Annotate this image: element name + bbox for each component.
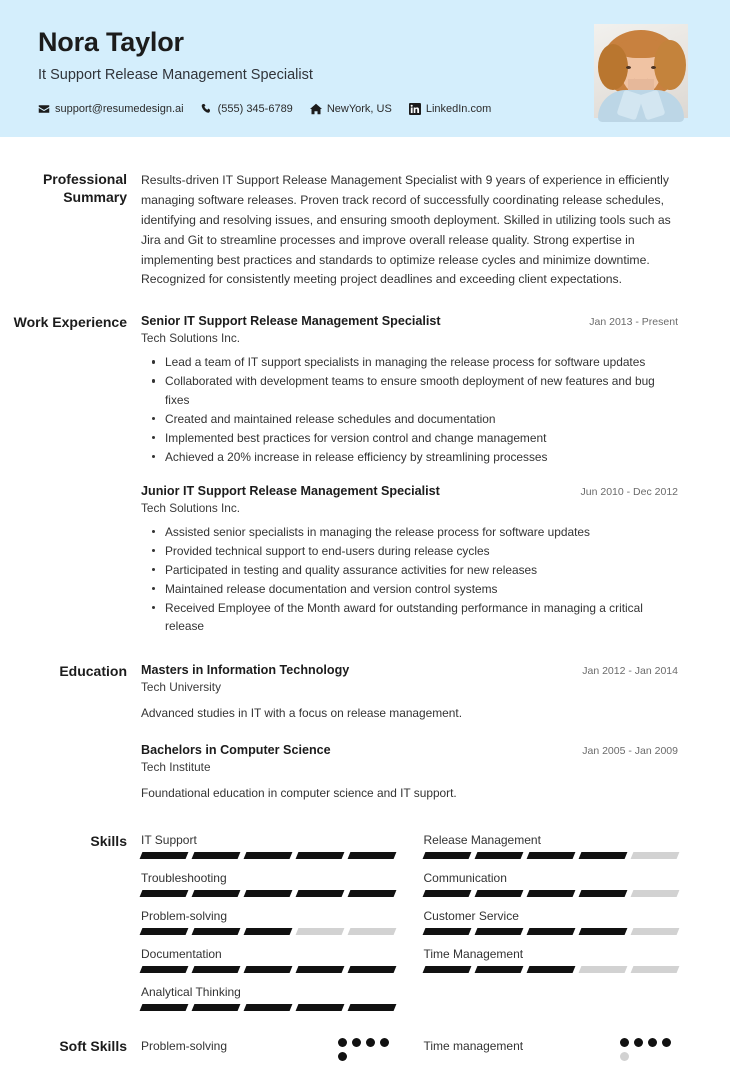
section-education <box>0 663 700 803</box>
section-label-skills: Skills <box>90 833 127 850</box>
education-entry-organization: Tech University <box>141 680 221 695</box>
work-entry-bullets <box>141 353 678 466</box>
skills-grid <box>141 833 678 1023</box>
contact-phone[interactable] <box>201 103 293 115</box>
bullet-item: Provided technical support to end-users during release cycles <box>163 542 678 560</box>
education-entry-description: Advanced studies in IT with a focus on release management. <box>141 706 463 721</box>
skill-level-bar <box>141 852 396 859</box>
bar-segment-filled <box>526 966 575 973</box>
education-entry <box>141 743 678 803</box>
bar-segment-filled <box>526 852 575 859</box>
education-entry-title: Masters in Information Technology <box>141 663 350 678</box>
bar-segment-filled <box>578 890 627 897</box>
skill-name: IT Support <box>141 833 197 848</box>
education-entry-title: Bachelors in Computer Science <box>141 743 331 758</box>
skill-name: Communication <box>423 871 507 886</box>
skill-name: Release Management <box>423 833 541 848</box>
soft-skill-rating-dots <box>338 1038 396 1061</box>
bar-segment-filled <box>192 890 241 897</box>
bar-segment-filled <box>244 966 293 973</box>
skill-level-bar <box>141 966 396 973</box>
skill-name: Troubleshooting <box>141 871 227 886</box>
skill-name: Problem-solving <box>141 909 228 924</box>
bar-segment-filled <box>348 1004 397 1011</box>
education-entry-description: Foundational education in computer science and IT support. <box>141 786 457 801</box>
bar-segment-empty <box>630 966 679 973</box>
bar-segment-filled <box>422 966 471 973</box>
section-label-summary: Professional Summary <box>42 171 127 205</box>
bar-segment-filled <box>192 966 241 973</box>
skill-level-bar <box>424 890 679 897</box>
bullet-item: Achieved a 20% increase in release efficiency by streamlining processes <box>163 448 678 466</box>
contact-linkedin[interactable] <box>409 103 491 115</box>
soft-skill-item <box>424 1038 679 1061</box>
bullet-item: Collaborated with development teams to ensure smooth deployment of new features and bug fixes <box>163 372 678 408</box>
bar-segment-filled <box>526 928 575 935</box>
avatar-eye-right <box>651 66 656 69</box>
skill-item <box>141 909 396 935</box>
bar-segment-filled <box>140 928 189 935</box>
contact-phone-text: (555) 345-6789 <box>217 102 293 115</box>
skill-level-bar <box>141 928 396 935</box>
work-entry-organization: Tech Solutions Inc. <box>141 331 241 346</box>
resume-header <box>0 0 730 137</box>
section-label-education: Education <box>59 663 127 680</box>
bar-segment-filled <box>244 890 293 897</box>
rating-dot-empty <box>620 1052 629 1061</box>
rating-dot-filled <box>634 1038 643 1047</box>
bar-segment-filled <box>140 1004 189 1011</box>
bar-segment-filled <box>348 966 397 973</box>
skill-level-bar <box>424 852 679 859</box>
bar-segment-filled <box>474 852 523 859</box>
bar-segment-filled <box>244 928 293 935</box>
skill-name: Customer Service <box>423 909 519 924</box>
home-icon <box>310 103 322 115</box>
soft-skill-name: Problem-solving <box>141 1039 228 1054</box>
bar-segment-filled <box>348 852 397 859</box>
bar-segment-empty <box>630 852 679 859</box>
skill-item <box>424 947 679 973</box>
candidate-job-title: It Support Release Management Specialist <box>38 66 313 83</box>
resume-body <box>0 171 730 1074</box>
work-entry-title: Senior IT Support Release Management Specialist <box>141 314 441 329</box>
avatar-eye-left <box>626 66 631 69</box>
work-entry-header <box>141 314 678 328</box>
phone-icon <box>201 103 213 115</box>
soft-skills-content <box>141 1038 700 1074</box>
bar-segment-empty <box>630 890 679 897</box>
skill-name: Documentation <box>141 947 222 962</box>
skill-level-bar <box>141 890 396 897</box>
education-content <box>141 663 700 803</box>
bar-segment-filled <box>244 1004 293 1011</box>
bullet-item: Implemented best practices for version control and change management <box>163 429 678 447</box>
rating-dot-filled <box>662 1038 671 1047</box>
skill-item <box>141 947 396 973</box>
contact-email-text: support@resumedesign.ai <box>55 102 184 115</box>
rating-dot-filled <box>380 1038 389 1047</box>
bar-segment-filled <box>192 928 241 935</box>
bar-segment-empty <box>348 928 397 935</box>
work-entry-bullets <box>141 523 678 636</box>
skill-item <box>141 985 396 1011</box>
bar-segment-filled <box>296 890 345 897</box>
contact-email[interactable] <box>38 103 184 115</box>
envelope-icon <box>38 103 50 115</box>
bullet-item: Maintained release documentation and version control systems <box>163 580 678 598</box>
work-entry-date: Jan 2013 - Present <box>589 316 678 329</box>
contact-linkedin-text: LinkedIn.com <box>425 102 492 115</box>
bar-segment-filled <box>296 966 345 973</box>
skill-item <box>424 833 679 859</box>
work-entry <box>141 314 678 466</box>
education-entry-organization: Tech Institute <box>141 760 211 775</box>
soft-skills-grid <box>141 1038 678 1074</box>
soft-skill-item <box>141 1038 396 1061</box>
bullet-item: Participated in testing and quality assurance activities for new releases <box>163 561 678 579</box>
bar-segment-filled <box>296 1004 345 1011</box>
summary-text: Results-driven IT Support Release Management Specialist with 9 years of experience in efficiently managing software releases. Proven track record of successfully coordinating release schedules, identifying and resolving issues, and ensuring smooth deployment. Skilled in utilizing tools such as Jira and Git to streamline processes and improve overall release quality. Strong expertise in implementing best practices and standards to optimize release cycles and minimize downtime. Recognized for consistently meeting project deadlines and exceeding client expectations. <box>141 173 671 287</box>
summary-content <box>141 171 700 290</box>
skill-level-bar <box>424 966 679 973</box>
skill-level-bar <box>424 928 679 935</box>
rating-dot-filled <box>352 1038 361 1047</box>
bar-segment-empty <box>630 928 679 935</box>
work-entry-date: Jun 2010 - Dec 2012 <box>580 485 678 498</box>
bullet-item: Lead a team of IT support specialists in managing the release process for software updates <box>163 353 678 371</box>
bar-segment-filled <box>192 852 241 859</box>
rating-dot-filled <box>366 1038 375 1047</box>
bullet-item: Received Employee of the Month award for outstanding performance in managing a critical release <box>163 599 678 635</box>
work-entry-title: Junior IT Support Release Management Specialist <box>141 483 440 498</box>
contact-info-row <box>38 103 491 115</box>
skill-item <box>141 833 396 859</box>
bar-segment-empty <box>578 966 627 973</box>
candidate-name: Nora Taylor <box>38 27 184 57</box>
bar-segment-filled <box>296 852 345 859</box>
bar-segment-filled <box>192 1004 241 1011</box>
rating-dot-filled <box>620 1038 629 1047</box>
bullet-item: Created and maintained release schedules and documentation <box>163 410 678 428</box>
bar-segment-filled <box>578 928 627 935</box>
bullet-item: Assisted senior specialists in managing the release process for software updates <box>163 523 678 541</box>
bar-segment-filled <box>422 852 471 859</box>
rating-dot-filled <box>338 1038 347 1047</box>
avatar <box>594 24 688 118</box>
section-label-work: Work Experience <box>13 314 127 331</box>
skill-name: Time Management <box>423 947 524 962</box>
bar-segment-filled <box>474 928 523 935</box>
header-identity-block <box>38 22 491 115</box>
bar-segment-filled <box>140 966 189 973</box>
rating-dot-filled <box>338 1052 347 1061</box>
skill-name: Analytical Thinking <box>141 985 241 1000</box>
linkedin-icon <box>409 103 421 115</box>
skill-level-bar <box>141 1004 396 1011</box>
soft-skill-name: Time management <box>423 1039 524 1054</box>
education-entry-header <box>141 743 678 757</box>
work-entry <box>141 484 678 636</box>
soft-skill-rating-dots <box>620 1038 678 1061</box>
bar-segment-filled <box>526 890 575 897</box>
education-entry <box>141 663 678 723</box>
bar-segment-filled <box>140 890 189 897</box>
skill-item <box>424 871 679 897</box>
bar-segment-filled <box>422 928 471 935</box>
rating-dot-filled <box>648 1038 657 1047</box>
bar-segment-filled <box>422 890 471 897</box>
education-entry-date: Jan 2012 - Jan 2014 <box>582 665 678 678</box>
education-entry-date: Jan 2005 - Jan 2009 <box>582 745 678 758</box>
section-label-soft-skills: Soft Skills <box>59 1038 127 1055</box>
avatar-hair-left <box>598 44 628 90</box>
avatar-hair-right <box>654 40 686 90</box>
bar-segment-filled <box>578 852 627 859</box>
contact-location-text: NewYork, US <box>326 102 392 115</box>
bar-segment-filled <box>474 966 523 973</box>
section-soft-skills <box>0 1038 700 1074</box>
section-work-experience <box>0 314 700 636</box>
section-skills <box>0 833 700 1023</box>
bar-segment-filled <box>474 890 523 897</box>
contact-location[interactable] <box>310 103 392 115</box>
education-entry-header <box>141 663 678 677</box>
skill-item <box>424 909 679 935</box>
bar-segment-empty <box>296 928 345 935</box>
bar-segment-filled <box>348 890 397 897</box>
skill-item <box>141 871 396 897</box>
work-content <box>141 314 700 636</box>
work-entry-organization: Tech Solutions Inc. <box>141 500 241 515</box>
bar-segment-filled <box>140 852 189 859</box>
skills-content <box>141 833 700 1023</box>
bar-segment-filled <box>244 852 293 859</box>
section-professional-summary <box>0 171 700 290</box>
work-entry-header <box>141 484 678 498</box>
